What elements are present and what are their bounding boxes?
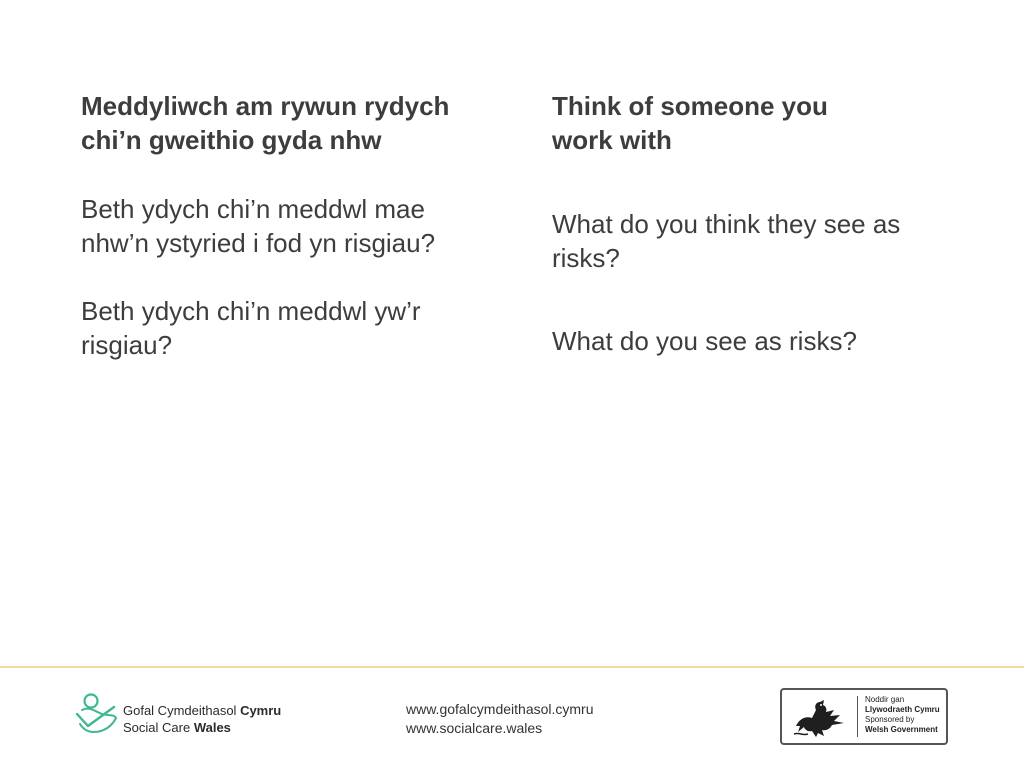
dragon-icon <box>790 696 850 738</box>
gov-line-2: Llywodraeth Cymru <box>865 705 940 714</box>
welsh-government-logo <box>780 688 948 745</box>
footer-divider <box>0 666 1024 668</box>
logo-welsh-name: Gofal Cymdeithasol Cymru <box>123 703 282 718</box>
english-column <box>552 89 952 358</box>
welsh-heading: Meddyliwch am rywun rydych chi’n gweithio gyda nhw <box>81 91 450 155</box>
social-care-wales-logo <box>74 692 284 738</box>
english-question-1: What do you think they see as risks? <box>552 209 901 273</box>
url-welsh[interactable]: www.gofalcymdeithasol.cymru <box>406 701 594 717</box>
website-urls <box>406 700 594 738</box>
logo-english-name: Social Care Wales <box>123 720 231 735</box>
gov-line-3: Sponsored by <box>865 715 915 724</box>
url-english[interactable]: www.socialcare.wales <box>406 720 543 736</box>
welsh-question-2: Beth ydych chi’n meddwl yw’r risgiau? <box>81 296 421 360</box>
welsh-question-1: Beth ydych chi’n meddwl mae nhw’n ystyried i fod yn risgiau? <box>81 194 436 258</box>
english-heading: Think of someone you work with <box>552 91 828 155</box>
social-care-wales-logo-icon <box>74 692 120 738</box>
logo-separator <box>857 696 858 737</box>
welsh-column <box>81 89 481 362</box>
gov-line-4: Welsh Government <box>865 725 938 734</box>
gov-line-1: Noddir gan <box>865 695 905 704</box>
english-question-2: What do you see as risks? <box>552 326 857 356</box>
government-sponsor-text <box>865 695 940 735</box>
